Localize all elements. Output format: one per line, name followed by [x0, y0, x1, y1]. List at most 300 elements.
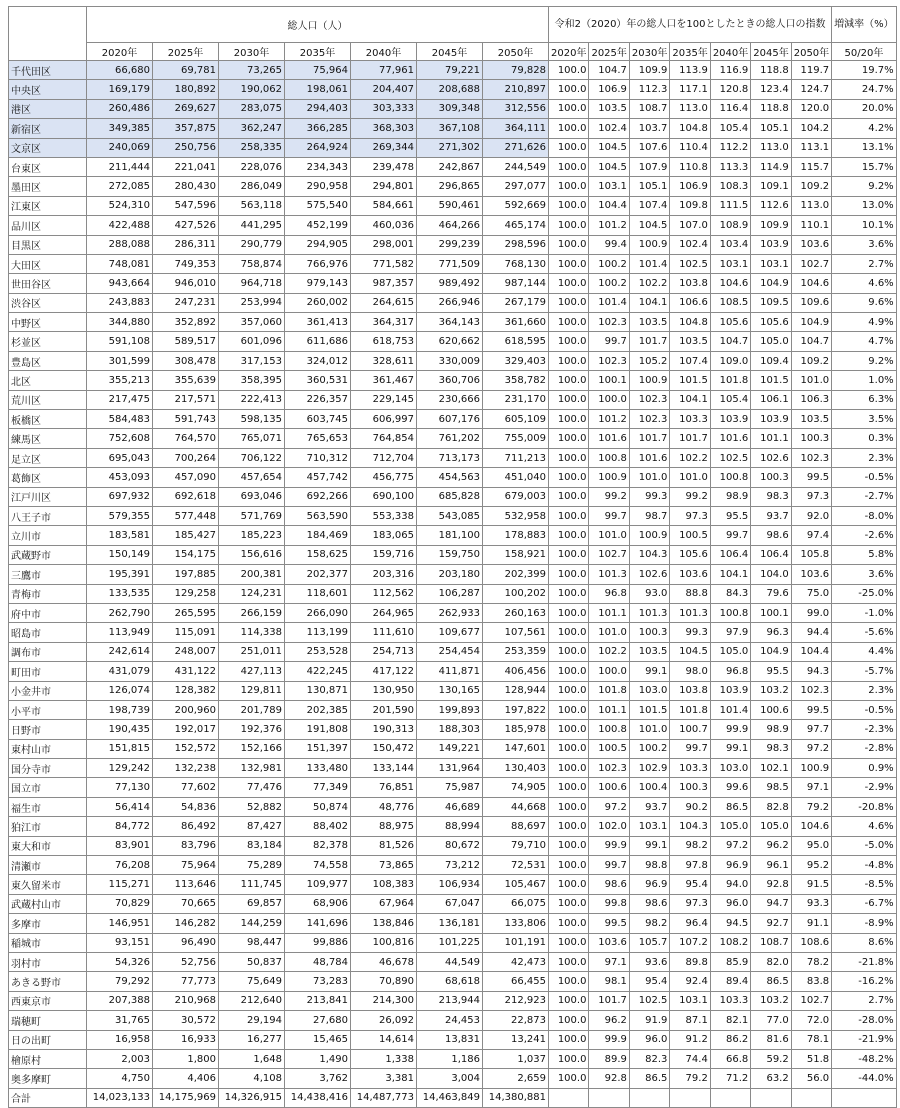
change-rate-cell: -2.7%	[832, 487, 897, 506]
table-row	[9, 138, 897, 157]
change-rate-cell: -2.8%	[832, 739, 897, 758]
index-cell: 101.7	[589, 991, 629, 1010]
population-cell: 211,444	[87, 157, 153, 176]
population-cell: 457,654	[219, 468, 285, 487]
municipality-name: 北区	[9, 371, 87, 390]
index-year-header: 2035年	[670, 43, 710, 61]
table-row	[9, 681, 897, 700]
population-cell: 290,958	[285, 177, 351, 196]
population-cell: 200,960	[153, 700, 219, 719]
index-cell: 113.0	[791, 196, 831, 215]
index-cell: 104.2	[791, 119, 831, 138]
population-cell: 77,476	[219, 778, 285, 797]
index-cell: 119.7	[791, 61, 831, 80]
population-cell: 695,043	[87, 448, 153, 467]
population-cell: 210,968	[153, 991, 219, 1010]
population-cell: 113,199	[285, 623, 351, 642]
population-cell: 355,639	[153, 371, 219, 390]
population-cell: 69,781	[153, 61, 219, 80]
index-cell: 102.2	[670, 448, 710, 467]
population-cell: 584,483	[87, 410, 153, 429]
index-cell: 103.1	[629, 817, 669, 836]
index-cell: 97.3	[670, 506, 710, 525]
population-cell: 207,388	[87, 991, 153, 1010]
population-cell: 253,994	[219, 293, 285, 312]
change-rate-cell: 20.0%	[832, 99, 897, 118]
table-row	[9, 720, 897, 739]
population-cell: 4,108	[219, 1069, 285, 1088]
population-cell: 605,109	[483, 410, 549, 429]
index-cell: 101.1	[589, 700, 629, 719]
index-cell: 104.6	[791, 274, 831, 293]
population-group-header: 総人口（人）	[87, 7, 549, 43]
empty-cell	[751, 1088, 791, 1107]
index-cell: 101.5	[629, 700, 669, 719]
population-cell: 248,007	[153, 642, 219, 661]
index-cell: 105.6	[751, 313, 791, 332]
population-cell: 989,492	[417, 274, 483, 293]
population-cell: 262,933	[417, 603, 483, 622]
index-cell: 109.6	[791, 293, 831, 312]
index-cell: 100.0	[549, 603, 589, 622]
population-cell: 42,473	[483, 952, 549, 971]
population-cell: 73,865	[351, 856, 417, 875]
index-cell: 97.1	[791, 778, 831, 797]
index-cell: 104.7	[791, 332, 831, 351]
index-cell: 108.3	[710, 177, 750, 196]
change-rate-cell: -28.0%	[832, 1011, 897, 1030]
index-cell: 115.7	[791, 157, 831, 176]
index-cell: 103.6	[670, 565, 710, 584]
index-cell: 109.9	[751, 216, 791, 235]
population-cell: 22,873	[483, 1011, 549, 1030]
index-year-header: 2040年	[710, 43, 750, 61]
population-cell: 254,713	[351, 642, 417, 661]
municipality-name: 足立区	[9, 448, 87, 467]
index-cell: 106.9	[670, 177, 710, 196]
index-cell: 100.8	[589, 448, 629, 467]
index-cell: 63.2	[751, 1069, 791, 1088]
change-rate-cell: -0.5%	[832, 468, 897, 487]
population-cell: 82,378	[285, 836, 351, 855]
municipality-name: 葛飾区	[9, 468, 87, 487]
population-cell: 154,175	[153, 545, 219, 564]
table-row	[9, 933, 897, 952]
population-cell: 68,618	[417, 972, 483, 991]
population-cell: 601,096	[219, 332, 285, 351]
municipality-name: 東久留米市	[9, 875, 87, 894]
index-cell: 101.1	[751, 429, 791, 448]
population-cell: 151,815	[87, 739, 153, 758]
population-cell: 83,184	[219, 836, 285, 855]
change-rate-cell: -5.6%	[832, 623, 897, 642]
table-row	[9, 603, 897, 622]
index-cell: 106.1	[751, 390, 791, 409]
population-cell: 222,413	[219, 390, 285, 409]
population-cell: 79,828	[483, 61, 549, 80]
population-cell: 269,627	[153, 99, 219, 118]
population-cell: 2,003	[87, 1049, 153, 1068]
index-cell: 100.9	[791, 759, 831, 778]
index-cell: 101.0	[629, 468, 669, 487]
index-cell: 101.0	[589, 623, 629, 642]
population-cell: 1,800	[153, 1049, 219, 1068]
population-cell: 411,871	[417, 662, 483, 681]
population-cell: 226,357	[285, 390, 351, 409]
index-cell: 105.1	[629, 177, 669, 196]
index-cell: 84.3	[710, 584, 750, 603]
population-cell: 692,618	[153, 487, 219, 506]
population-cell: 128,382	[153, 681, 219, 700]
index-cell: 107.0	[670, 216, 710, 235]
municipality-name: 清瀬市	[9, 856, 87, 875]
municipality-name: 世田谷区	[9, 274, 87, 293]
table-row	[9, 390, 897, 409]
municipality-name: 江東区	[9, 196, 87, 215]
index-cell: 71.2	[710, 1069, 750, 1088]
population-cell: 50,874	[285, 797, 351, 816]
index-cell: 79.2	[791, 797, 831, 816]
index-cell: 101.7	[629, 429, 669, 448]
index-cell: 102.3	[791, 681, 831, 700]
municipality-name: 国立市	[9, 778, 87, 797]
municipality-name: 多摩市	[9, 914, 87, 933]
population-cell: 563,118	[219, 196, 285, 215]
population-cell: 266,946	[417, 293, 483, 312]
change-rate-cell: 4.9%	[832, 313, 897, 332]
table-row	[9, 797, 897, 816]
index-cell: 100.0	[549, 759, 589, 778]
population-cell: 190,435	[87, 720, 153, 739]
population-cell: 452,199	[285, 216, 351, 235]
municipality-name: 立川市	[9, 526, 87, 545]
population-cell: 200,381	[219, 565, 285, 584]
index-cell: 100.0	[549, 313, 589, 332]
population-cell: 80,672	[417, 836, 483, 855]
population-cell: 358,395	[219, 371, 285, 390]
index-cell: 96.0	[710, 894, 750, 913]
index-cell: 100.0	[589, 390, 629, 409]
municipality-name: 江戸川区	[9, 487, 87, 506]
total-label: 合計	[9, 1088, 87, 1107]
change-rate-cell: 4.6%	[832, 274, 897, 293]
population-cell: 264,615	[351, 293, 417, 312]
population-cell: 31,765	[87, 1011, 153, 1030]
population-cell: 298,596	[483, 235, 549, 254]
table-row	[9, 642, 897, 661]
population-cell: 1,648	[219, 1049, 285, 1068]
population-cell: 427,526	[153, 216, 219, 235]
population-cell: 243,883	[87, 293, 153, 312]
population-cell: 3,004	[417, 1069, 483, 1088]
index-cell: 103.6	[791, 565, 831, 584]
population-cell: 598,135	[219, 410, 285, 429]
index-cell: 83.8	[791, 972, 831, 991]
index-cell: 99.7	[670, 739, 710, 758]
population-cell: 106,287	[417, 584, 483, 603]
population-cell: 577,448	[153, 506, 219, 525]
index-cell: 104.6	[791, 817, 831, 836]
index-cell: 101.7	[629, 332, 669, 351]
index-cell: 102.5	[670, 254, 710, 273]
population-cell: 964,718	[219, 274, 285, 293]
municipality-name: 八王子市	[9, 506, 87, 525]
index-cell: 99.7	[710, 526, 750, 545]
population-cell: 202,377	[285, 565, 351, 584]
empty-cell	[791, 1088, 831, 1107]
index-cell: 100.9	[629, 526, 669, 545]
population-cell: 202,399	[483, 565, 549, 584]
index-cell: 101.2	[589, 216, 629, 235]
table-row	[9, 526, 897, 545]
population-cell: 294,801	[351, 177, 417, 196]
change-rate-cell: -5.0%	[832, 836, 897, 855]
population-cell: 217,571	[153, 390, 219, 409]
table-row	[9, 739, 897, 758]
population-cell: 84,772	[87, 817, 153, 836]
municipality-name: 武蔵野市	[9, 545, 87, 564]
population-cell: 75,964	[285, 61, 351, 80]
population-cell: 330,009	[417, 351, 483, 370]
index-cell: 101.5	[670, 371, 710, 390]
population-cell: 13,831	[417, 1030, 483, 1049]
index-cell: 102.3	[589, 313, 629, 332]
index-cell: 105.7	[629, 933, 669, 952]
population-cell: 755,009	[483, 429, 549, 448]
index-cell: 88.8	[670, 584, 710, 603]
population-cell: 185,978	[483, 720, 549, 739]
population-year-header: 2045年	[417, 43, 483, 61]
change-rate-cell: 0.9%	[832, 759, 897, 778]
population-cell: 141,696	[285, 914, 351, 933]
index-cell: 100.0	[549, 739, 589, 758]
population-cell: 26,092	[351, 1011, 417, 1030]
index-cell: 108.2	[710, 933, 750, 952]
population-cell: 96,490	[153, 933, 219, 952]
municipality-name: 港区	[9, 99, 87, 118]
municipality-name: 練馬区	[9, 429, 87, 448]
population-cell: 124,231	[219, 584, 285, 603]
population-cell: 195,391	[87, 565, 153, 584]
population-cell: 106,934	[417, 875, 483, 894]
index-cell: 113.9	[670, 61, 710, 80]
index-cell: 118.8	[751, 99, 791, 118]
index-cell: 100.0	[549, 177, 589, 196]
population-cell: 344,880	[87, 313, 153, 332]
index-cell: 109.2	[791, 351, 831, 370]
index-cell: 103.6	[589, 933, 629, 952]
index-cell: 82.1	[710, 1011, 750, 1030]
index-year-header: 2050年	[791, 43, 831, 61]
population-cell: 3,381	[351, 1069, 417, 1088]
index-cell: 101.0	[589, 526, 629, 545]
empty-cell	[549, 1088, 589, 1107]
population-cell: 208,688	[417, 80, 483, 99]
index-cell: 112.6	[751, 196, 791, 215]
population-cell: 266,090	[285, 603, 351, 622]
index-cell: 95.5	[751, 662, 791, 681]
index-cell: 59.2	[751, 1049, 791, 1068]
population-cell: 298,001	[351, 235, 417, 254]
index-cell: 96.9	[629, 875, 669, 894]
index-cell: 97.2	[710, 836, 750, 855]
population-cell: 183,581	[87, 526, 153, 545]
population-cell: 329,403	[483, 351, 549, 370]
population-cell: 254,454	[417, 642, 483, 661]
municipality-name: 大田区	[9, 254, 87, 273]
population-cell: 764,854	[351, 429, 417, 448]
municipality-name: 日の出町	[9, 1030, 87, 1049]
change-rate-cell: -16.2%	[832, 972, 897, 991]
population-cell: 201,590	[351, 700, 417, 719]
population-cell: 352,892	[153, 313, 219, 332]
population-cell: 364,317	[351, 313, 417, 332]
population-cell: 147,601	[483, 739, 549, 758]
index-cell: 123.4	[751, 80, 791, 99]
population-cell: 943,664	[87, 274, 153, 293]
index-cell: 101.6	[589, 429, 629, 448]
population-cell: 203,316	[351, 565, 417, 584]
index-cell: 86.2	[710, 1030, 750, 1049]
population-cell: 77,773	[153, 972, 219, 991]
population-cell: 50,837	[219, 952, 285, 971]
index-cell: 101.5	[751, 371, 791, 390]
population-cell: 201,789	[219, 700, 285, 719]
index-cell: 105.0	[751, 817, 791, 836]
index-cell: 105.0	[751, 332, 791, 351]
change-rate-cell: 1.0%	[832, 371, 897, 390]
index-cell: 99.5	[589, 914, 629, 933]
index-cell: 100.0	[549, 797, 589, 816]
population-cell: 260,163	[483, 603, 549, 622]
population-cell: 15,465	[285, 1030, 351, 1049]
index-cell: 100.0	[549, 254, 589, 273]
population-cell: 290,779	[219, 235, 285, 254]
total-population-cell: 14,463,849	[417, 1088, 483, 1107]
population-cell: 77,349	[285, 778, 351, 797]
index-cell: 105.2	[629, 351, 669, 370]
population-cell: 251,011	[219, 642, 285, 661]
index-cell: 104.4	[589, 196, 629, 215]
population-cell: 24,453	[417, 1011, 483, 1030]
index-cell: 98.8	[629, 856, 669, 875]
change-rate-cell: 2.3%	[832, 681, 897, 700]
index-cell: 108.9	[710, 216, 750, 235]
index-cell: 102.2	[629, 274, 669, 293]
table-row	[9, 332, 897, 351]
population-cell: 357,875	[153, 119, 219, 138]
index-cell: 96.1	[751, 856, 791, 875]
index-cell: 100.0	[549, 836, 589, 855]
index-cell: 102.6	[751, 448, 791, 467]
index-cell: 97.7	[791, 720, 831, 739]
population-cell: 132,238	[153, 759, 219, 778]
population-cell: 296,865	[417, 177, 483, 196]
table-row	[9, 1011, 897, 1030]
population-cell: 181,100	[417, 526, 483, 545]
change-rate-cell: 6.3%	[832, 390, 897, 409]
municipality-name: 渋谷区	[9, 293, 87, 312]
index-cell: 100.0	[549, 875, 589, 894]
index-cell: 100.0	[549, 429, 589, 448]
index-cell: 75.0	[791, 584, 831, 603]
population-cell: 422,245	[285, 662, 351, 681]
municipality-name: 文京区	[9, 138, 87, 157]
index-cell: 101.3	[670, 603, 710, 622]
index-cell: 107.4	[670, 351, 710, 370]
table-row	[9, 351, 897, 370]
population-cell: 712,704	[351, 448, 417, 467]
population-cell: 213,841	[285, 991, 351, 1010]
index-cell: 91.1	[791, 914, 831, 933]
population-cell: 128,944	[483, 681, 549, 700]
index-cell: 104.3	[629, 545, 669, 564]
change-rate-cell: 4.4%	[832, 642, 897, 661]
index-cell: 103.5	[791, 410, 831, 429]
population-cell: 66,455	[483, 972, 549, 991]
population-cell: 267,179	[483, 293, 549, 312]
index-cell: 99.3	[670, 623, 710, 642]
population-cell: 108,383	[351, 875, 417, 894]
population-cell: 190,062	[219, 80, 285, 99]
population-cell: 771,582	[351, 254, 417, 273]
index-cell: 100.0	[549, 894, 589, 913]
index-cell: 89.4	[710, 972, 750, 991]
population-cell: 130,403	[483, 759, 549, 778]
population-cell: 109,977	[285, 875, 351, 894]
index-cell: 86.5	[710, 797, 750, 816]
index-cell: 104.4	[791, 642, 831, 661]
index-cell: 100.0	[549, 642, 589, 661]
municipality-name: 小金井市	[9, 681, 87, 700]
index-cell: 105.0	[710, 642, 750, 661]
population-cell: 361,467	[351, 371, 417, 390]
index-cell: 113.1	[791, 138, 831, 157]
population-cell: 360,531	[285, 371, 351, 390]
population-cell: 107,561	[483, 623, 549, 642]
index-cell: 106.4	[751, 545, 791, 564]
population-cell: 264,924	[285, 138, 351, 157]
population-cell: 115,091	[153, 623, 219, 642]
population-cell: 16,277	[219, 1030, 285, 1049]
index-cell: 93.0	[629, 584, 669, 603]
index-group-header: 令和2（2020）年の総人口を100としたときの総人口の指数	[549, 7, 832, 43]
population-cell: 283,075	[219, 99, 285, 118]
index-cell: 94.5	[710, 914, 750, 933]
index-cell: 96.3	[751, 623, 791, 642]
index-cell: 110.8	[670, 157, 710, 176]
index-cell: 100.0	[549, 856, 589, 875]
population-cell: 244,549	[483, 157, 549, 176]
index-cell: 100.0	[549, 700, 589, 719]
index-cell: 101.3	[629, 603, 669, 622]
population-cell: 130,950	[351, 681, 417, 700]
change-rate-cell: -0.5%	[832, 700, 897, 719]
population-cell: 460,036	[351, 216, 417, 235]
population-cell: 766,976	[285, 254, 351, 273]
population-cell: 129,258	[153, 584, 219, 603]
change-rate-cell: 19.7%	[832, 61, 897, 80]
index-cell: 103.9	[710, 410, 750, 429]
population-cell: 14,614	[351, 1030, 417, 1049]
index-cell: 105.4	[710, 390, 750, 409]
population-cell: 1,338	[351, 1049, 417, 1068]
population-cell: 3,762	[285, 1069, 351, 1088]
index-cell: 108.6	[791, 933, 831, 952]
index-cell: 86.5	[629, 1069, 669, 1088]
population-cell: 70,665	[153, 894, 219, 913]
population-cell: 76,208	[87, 856, 153, 875]
